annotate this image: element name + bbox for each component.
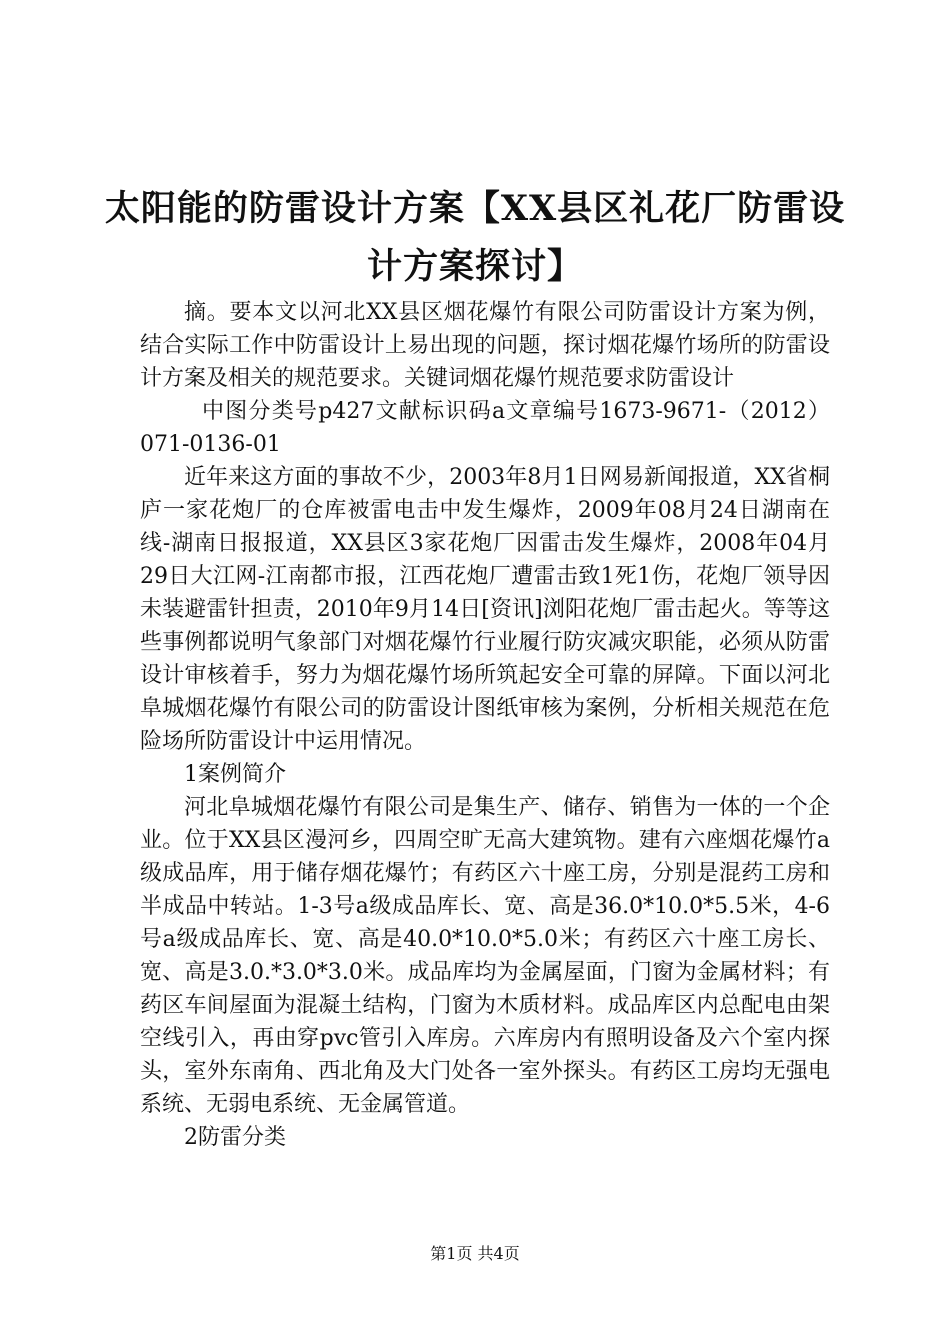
abstract-paragraph: 摘。要本文以河北XX县区烟花爆竹有限公司防雷设计方案为例，结合实际工作中防雷设计上易出现的问题，探讨烟花爆竹场所的防雷设计方案及相关的规范要求。关键词烟花爆竹规范要求防雷设计 <box>140 300 830 391</box>
document-body <box>140 296 830 1154</box>
classification-paragraph: 中图分类号p427文献标识码a文章编号1673-9671-（2012）071-0136-01 <box>140 399 830 457</box>
case-intro-paragraph: 河北阜城烟花爆竹有限公司是集生产、储存、销售为一体的一个企业。位于XX县区漫河乡，四周空旷无高大建筑物。建有六座烟花爆竹a级成品库，用于储存烟花爆竹；有药区六十座工房，分别是混药工房和半成品中转站。1-3号a级成品库长、宽、高是36.0*10.0*5.5米，4-6号a级成品库长、宽、高是40.0*10.0*5.0米；有药区六十座工房长、宽、高是3.0.*3.0*3.0米。成品库均为金属屋面，门窗为金属材料；有药区车间屋面为混凝土结构，门窗为木质材料。成品库区内总配电由架空线引入，再由穿pvc管引入库房。六库房内有照明设备及六个室内探头，室外东南角、西北角及大门处各一室外探头。有药区工房均无强电系统、无弱电系统、无金属管道。 <box>140 795 830 1117</box>
page-footer: 第1页 共4页 <box>430 1244 520 1263</box>
section-heading-classification: 2防雷分类 <box>184 1125 286 1150</box>
section-heading-case-intro: 1案例简介 <box>184 762 286 787</box>
document-title: 太阳能的防雷设计方案【XX县区礼花厂防雷设计方案探讨】 <box>104 188 846 287</box>
background-paragraph: 近年来这方面的事故不少，2003年8月1日网易新闻报道，XX省桐庐一家花炮厂的仓库被雷电击中发生爆炸，2009年08月24日湖南在线-湖南日报报道，XX县区3家花炮厂因雷击发生爆炸，2008年04月29日大江网-江南都市报，江西花炮厂遭雷击致1死1伤，花炮厂领导因未装避雷针担责，2010年9月14日[资讯]浏阳花炮厂雷击起火。等等这些事例都说明气象部门对烟花爆竹行业履行防灾减灾职能，必须从防雷设计审核着手，努力为烟花爆竹场所筑起安全可靠的屏障。下面以河北阜城烟花爆竹有限公司的防雷设计图纸审核为案例，分析相关规范在危险场所防雷设计中运用情况。 <box>140 465 830 754</box>
